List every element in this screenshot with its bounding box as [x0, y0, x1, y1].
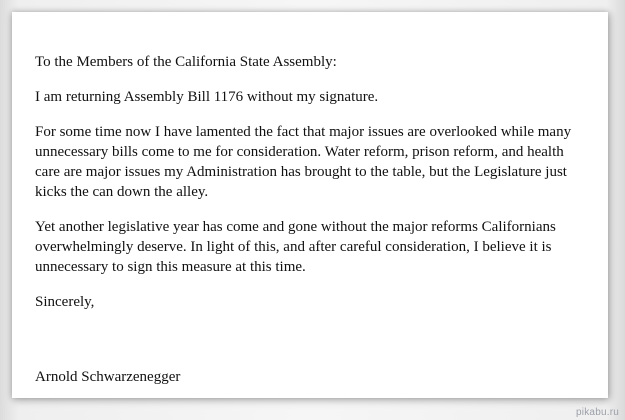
letter-paragraph-2: For some time now I have lamented the fact that major issues are overlooked while many unnecessary bills come to me for consideration. Water reform, prison reform, and health care are major issues my Administration has brought to the table, but the Legislature just kicks the can down the alley.	[35, 124, 572, 200]
letter-body	[35, 52, 595, 387]
letter-signature: Arnold Schwarzenegger	[35, 369, 181, 385]
letter-paragraph-3: Yet another legislative year has come and gone without the major reforms Californians overwhelmingly deserve. In light of this, and after careful consideration, I believe it is unnecessary to sign this measure at this time.	[35, 219, 556, 275]
letter-sheet	[12, 12, 608, 398]
letter-paragraph-1: I am returning Assembly Bill 1176 without my signature.	[35, 89, 379, 105]
site-watermark: pikabu.ru	[576, 407, 619, 418]
letter-closing: Sincerely,	[35, 294, 95, 310]
letter-salutation: To the Members of the California State Assembly:	[35, 54, 337, 70]
